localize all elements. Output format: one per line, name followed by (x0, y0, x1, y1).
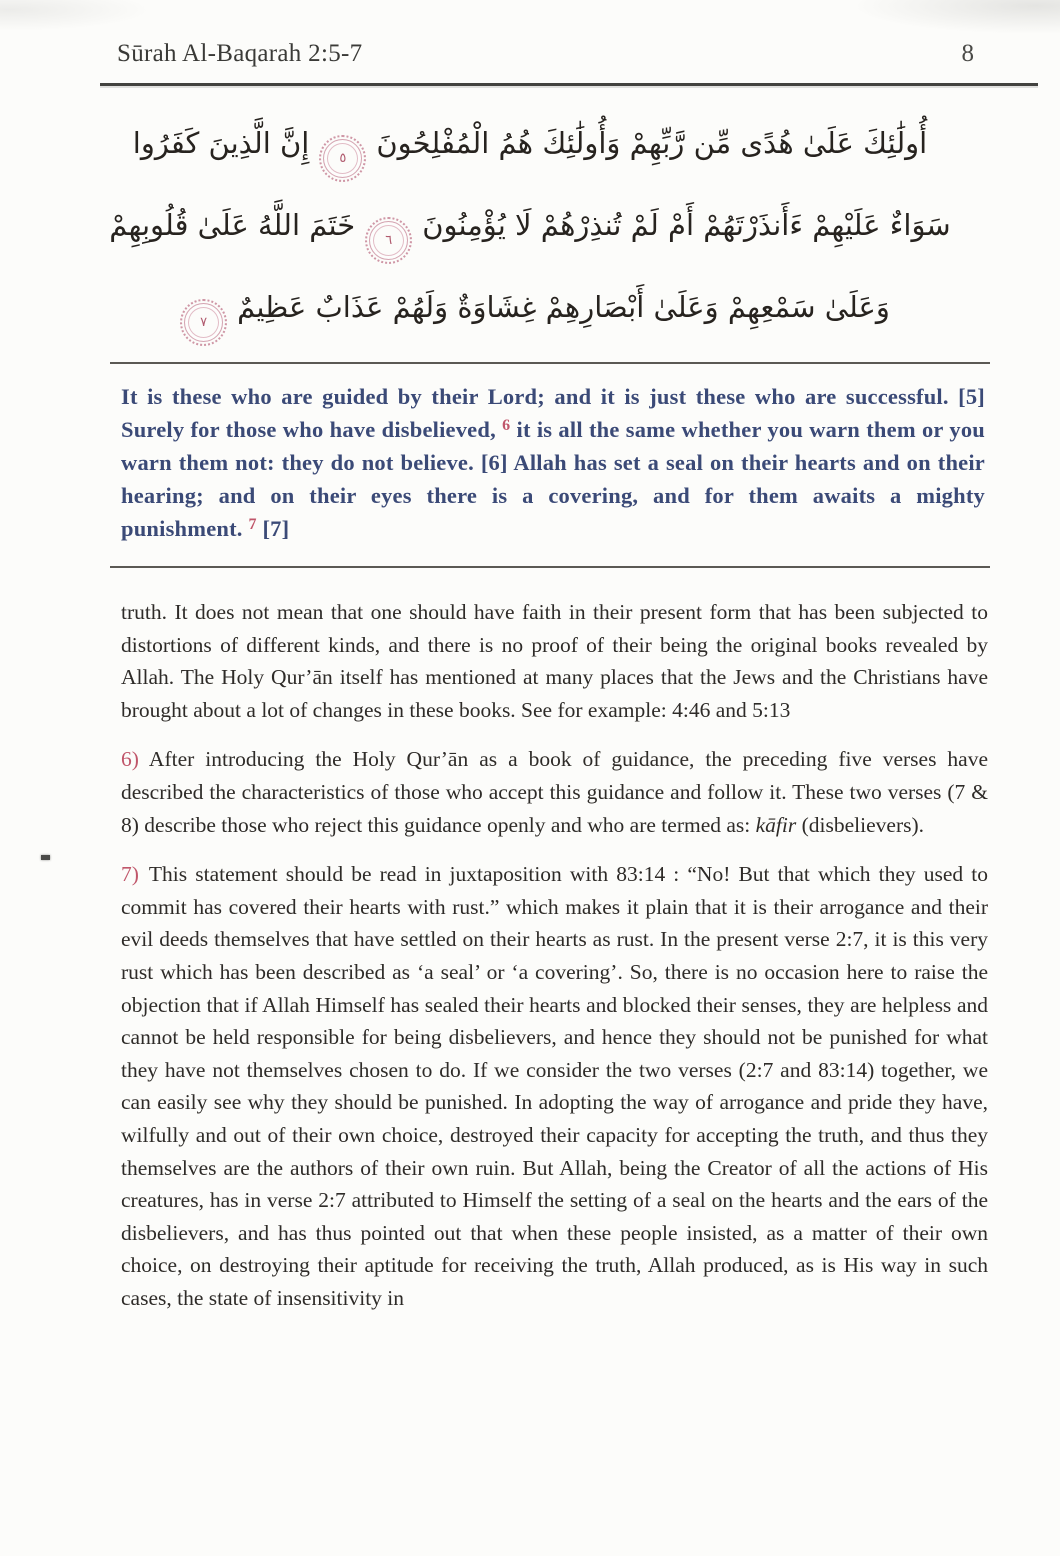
text-run: (disbelievers). (796, 812, 925, 837)
page-header (0, 0, 1060, 68)
arabic-verse-line (58, 184, 1002, 266)
arabic-verse-line (58, 266, 1002, 348)
text-run: it is all the same whether you warn them or you warn them not: they do not believe. [6] Allah has set a seal on their hearts and on their hearing; and on their eyes there is a covering, and for them awaits a mighty punishment. (121, 417, 985, 541)
commentary-paragraph (121, 858, 988, 1314)
text-run: وَعَلَىٰ سَمْعِهِمْ وَعَلَىٰ أَبْصَارِهِمْ غِشَاوَةٌ وَلَهُمْ عَذَابٌ عَظِيمٌ (237, 290, 890, 324)
text-run: [7] (256, 516, 290, 541)
divider-below-translation (110, 566, 990, 568)
footnote-marker: 6) (121, 747, 139, 772)
arabic-verse-line (58, 102, 1002, 184)
footnote-reference: 6 (502, 417, 511, 434)
commentary-paragraph (121, 743, 988, 841)
italic-term: kāfir (755, 812, 797, 837)
verse-end-rosette: ٥ (323, 139, 362, 178)
arabic-verse-block (0, 86, 1060, 356)
text-run: This statement should be read in juxtaposition with 83:14 : “No! But that which they used to commit has covered their hearts with rust.” which makes it plain that it is their arrogance and their evil deeds themselves that have settled on their hearts as rust. In the present verse 2:7, it is this very rust which has been described as ‘a seal’ or ‘a covering’. So, there is no occasion here to raise the objection that if Allah Himself has sealed their hearts and blocked their senses, they are helpless and cannot be held responsible for being disbelievers, and hence they should not be punished for what they have not themselves chosen to do. If we consider the two verses (2:7 and 83:14) together, we can easily see why they should be punished. In adopting the way of arrogance and pride they have, wilfully and out of their own choice, destroyed their capacity for accepting the truth, and thus they themselves are the authors of their own ruin. But Allah, being the Creator of all the actions of His creatures, has in verse 2:7 attributed to Himself the setting of a seal on the hearts and the ears of the disbelievers, and has thus pointed out that when these people insisted, as a matter of their own choice, on destroying their aptitude for receiving the truth, Allah produced, as is His way in such cases, the state of insensitivity in (121, 862, 988, 1310)
verse-end-rosette: ٧ (184, 303, 223, 342)
commentary-paragraph (121, 596, 988, 726)
text-run: It is these who are guided by their Lord; and it is just these who are successful. [5] Surely for those who have disbelieved, (121, 384, 985, 442)
verse-end-rosette: ٦ (369, 221, 408, 260)
footnote-marker: 7) (121, 862, 139, 887)
translation-paragraph (121, 380, 985, 545)
text-run: After introducing the Holy Qur’ān as a book of guidance, the preceding five verses have described the characteristics of those who accept this guidance and follow it. These two verses (7 & 8) describe those who reject this guidance openly and who are termed as: (121, 747, 988, 837)
text-run: إِنَّ الَّذِينَ كَفَرُوا (132, 126, 310, 160)
text-run: خَتَمَ اللَّهُ عَلَىٰ قُلُوبِهِمْ (109, 208, 356, 242)
page-number: 8 (961, 40, 974, 67)
scan-speck-artifact (41, 855, 50, 860)
footnote-reference: 7 (248, 516, 257, 533)
text-run: سَوَاءٌ عَلَيْهِمْ ءَأَنذَرْتَهُمْ أَمْ لَمْ تُنذِرْهُمْ لَا يُؤْمِنُونَ (422, 208, 951, 242)
text-run: أُولَٰئِكَ عَلَىٰ هُدًى مِّن رَّبِّهِمْ وَأُولَٰئِكَ هُمُ الْمُفْلِحُونَ (376, 126, 928, 160)
commentary-section (121, 596, 988, 1314)
text-run: truth. It does not mean that one should have faith in their present form that has been subjected to distortions of different kinds, and there is no proof of their being the original books revealed by Allah. The Holy Qur’ān itself has mentioned at many places that the Jews and the Christians have brought about a lot of changes in these books. See for example: 4:46 and 5:13 (121, 600, 988, 722)
divider-above-translation (110, 362, 990, 364)
page-title: Sūrah Al-Baqarah 2:5-7 (117, 40, 363, 67)
